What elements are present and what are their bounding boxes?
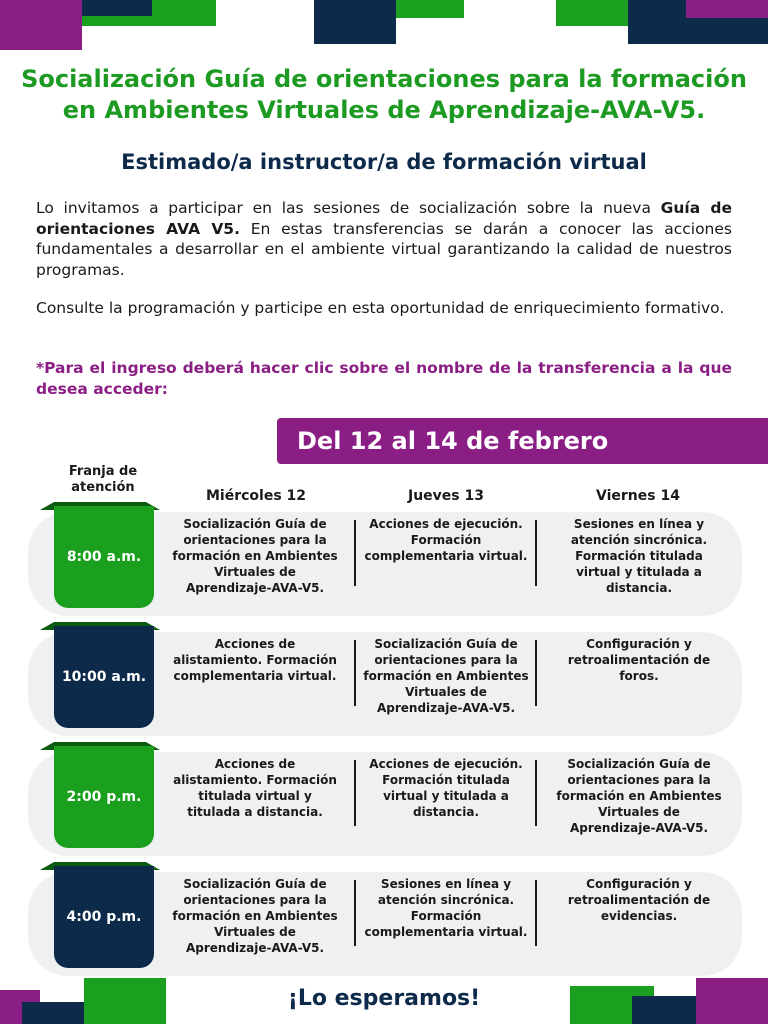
session-link[interactable]: Acciones de alistamiento. Formación titulada virtual y titulada a distancia. (173, 757, 337, 819)
decor-block (82, 0, 152, 16)
access-note: *Para el ingreso deberá hacer clic sobre el nombre de la transferencia a la que desea acceder: (36, 359, 732, 398)
session-link[interactable]: Acciones de ejecución. Formación titulada virtual y titulada a distancia. (369, 757, 523, 819)
column-divider (354, 880, 356, 946)
date-range-banner: Del 12 al 14 de febrero (277, 418, 768, 464)
column-divider (354, 520, 356, 586)
column-divider (354, 760, 356, 826)
session-link[interactable]: Acciones de ejecución. Formación complementaria virtual. (364, 517, 528, 563)
decor-block (686, 0, 768, 18)
column-divider (354, 640, 356, 706)
schedule-row (0, 502, 768, 616)
decor-block (396, 0, 464, 18)
time-slot: 2:00 p.m. (54, 746, 154, 848)
session-link[interactable]: Socialización Guía de orientaciones para la formación en Ambientes Virtuales de Aprendizaje-AVA-V5. (556, 757, 722, 835)
column-divider (535, 520, 537, 586)
session-link[interactable]: Sesiones en línea y atención sincrónica. Formación titulada virtual y titulada a distancia. (570, 517, 708, 595)
time-slot: 4:00 p.m. (54, 866, 154, 968)
day-header-friday: Viernes 14 (596, 488, 680, 504)
session-link[interactable]: Socialización Guía de orientaciones para la formación en Ambientes Virtuales de Aprendizaje-AVA-V5. (172, 877, 338, 955)
column-divider (535, 760, 537, 826)
time-slot: 10:00 a.m. (54, 626, 154, 728)
page-title: Socialización Guía de orientaciones para la formación en Ambientes Virtuales de Aprendizaje-AVA-V5. (21, 65, 747, 124)
franja-header: Franja de atención (68, 464, 138, 495)
greeting-subtitle: Estimado/a instructor/a de formación virtual (121, 150, 647, 174)
intro-paragraph: Lo invitamos a participar en las sesiones de socialización sobre la nueva Guía de orientaciones AVA V5. En estas transferencias se darán a conocer las acciones fundamentales a desarrollar en el ambiente virtual garantizando la calidad de nuestros programas. (36, 199, 732, 279)
decor-block (314, 0, 396, 44)
schedule-row (0, 862, 768, 976)
consult-paragraph: Consulte la programación y participe en esta oportunidad de enriquecimiento formativo. (36, 299, 725, 317)
schedule-row (0, 622, 768, 736)
column-divider (535, 640, 537, 706)
decor-block (0, 0, 82, 50)
day-header-thursday: Jueves 13 (408, 488, 484, 504)
session-link[interactable]: Configuración y retroalimentación de evidencias. (567, 877, 711, 923)
column-divider (535, 880, 537, 946)
session-link[interactable]: Acciones de alistamiento. Formación complementaria virtual. (173, 637, 337, 683)
time-slot: 8:00 a.m. (54, 506, 154, 608)
session-link[interactable]: Configuración y retroalimentación de foros. (567, 637, 711, 683)
session-link[interactable]: Socialización Guía de orientaciones para la formación en Ambientes Virtuales de Aprendizaje-AVA-V5. (363, 637, 529, 715)
day-header-wednesday: Miércoles 12 (205, 488, 307, 504)
schedule-row (0, 742, 768, 856)
session-link[interactable]: Socialización Guía de orientaciones para la formación en Ambientes Virtuales de Aprendizaje-AVA-V5. (172, 517, 338, 595)
session-link[interactable]: Sesiones en línea y atención sincrónica. Formación complementaria virtual. (364, 877, 528, 939)
closing-message: ¡Lo esperamos! (287, 986, 481, 1011)
